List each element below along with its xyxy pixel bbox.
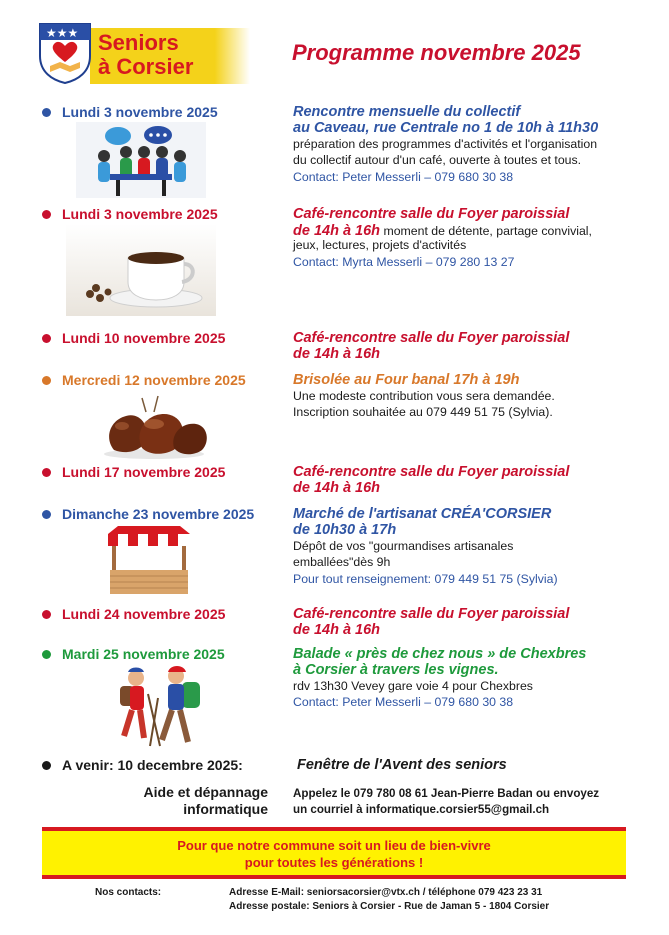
- event-text-line-2: jeux, lectures, projets d'activités: [293, 238, 467, 252]
- logo-line-1: Seniors: [98, 30, 179, 55]
- market-stall-illustration: [104, 524, 194, 596]
- event-title-line-2: de 14h à 16h: [293, 346, 381, 362]
- page-title: Programme novembre 2025: [292, 40, 581, 65]
- event-title-line-1: Balade « près de chez nous » de Chexbres: [293, 646, 587, 662]
- event-title-line-1: Café-rencontre salle du Foyer paroissial: [293, 206, 570, 222]
- event-text-line-1: Dépôt de vos "gourmandises artisanales: [293, 539, 514, 553]
- footer-email-line: Adresse E-Mail: seniorsacorsier@vtx.ch / téléphone 079 423 23 31: [229, 887, 543, 898]
- event-date: Lundi 3 novembre 2025: [62, 206, 218, 222]
- footer-postal-line: Adresse postale: Seniors à Corsier - Rue de Jaman 5 - 1804 Corsier: [229, 901, 550, 912]
- event-contact: Contact: Myrta Messerli – 079 280 13 27: [293, 255, 515, 269]
- logo-shield-icon: [38, 22, 92, 84]
- event-title-line-1: Café-rencontre salle du Foyer paroissial: [293, 464, 570, 480]
- event-title-line-2: de 14h à 16h: [293, 480, 381, 496]
- event-date: Mercredi 12 novembre 2025: [62, 372, 246, 388]
- slogan-text: [42, 837, 626, 871]
- event-title-line-2: à Corsier à travers les vignes.: [293, 662, 499, 678]
- event-title-line-2: de 14h à 16h: [293, 223, 381, 239]
- event-title-line-2: de 14h à 16h: [293, 622, 381, 638]
- event-text-line-2: du collectif autour d'un café, ouverte à toutes et tous.: [293, 153, 582, 167]
- meeting-illustration: [76, 122, 206, 198]
- bullet-orange: [42, 376, 51, 385]
- event-date: Lundi 24 novembre 2025: [62, 606, 226, 622]
- banner-top-line: [42, 827, 626, 831]
- event-title-line-1: Café-rencontre salle du Foyer paroissial: [293, 606, 570, 622]
- event-date: Mardi 25 novembre 2025: [62, 646, 225, 662]
- event-title-line-1: Marché de l'artisanat CRÉA'CORSIER: [293, 506, 552, 522]
- event-text-line-1: préparation des programmes d'activités et l'organisation: [293, 137, 598, 151]
- event-date: Lundi 17 novembre 2025: [62, 464, 226, 480]
- event-text-line-1: Une modeste contribution vous sera demandée.: [293, 389, 555, 403]
- it-help-text-line-1: Appelez le 079 780 08 61 Jean-Pierre Badan ou envoyez: [293, 787, 600, 800]
- upcoming-date: A venir: 10 decembre 2025:: [62, 757, 243, 773]
- slogan-line-1: Pour que notre commune soit un lieu de bien-vivre: [177, 838, 491, 853]
- it-help-label-line-2: informatique: [183, 801, 268, 817]
- event-contact: Contact: Peter Messerli – 079 680 30 38: [293, 170, 514, 184]
- upcoming-title: Fenêtre de l'Avent des seniors: [297, 757, 507, 773]
- banner-bottom-line: [42, 875, 626, 879]
- event-date: Lundi 10 novembre 2025: [62, 330, 226, 346]
- bullet-blue: [42, 510, 51, 519]
- bullet-red: [42, 210, 51, 219]
- coffee-cup-illustration: [66, 224, 216, 316]
- logo-line-2: à Corsier: [98, 54, 194, 79]
- event-contact: Pour tout renseignement: 079 449 51 75 (Sylvia): [293, 572, 558, 586]
- logo-text: [98, 31, 193, 79]
- event-text-line-2: emballées"dès 9h: [293, 555, 391, 569]
- event-title-line-2: au Caveau, rue Centrale no 1 de 10h à 11h30: [293, 120, 599, 136]
- hikers-illustration: [100, 664, 214, 750]
- bullet-black: [42, 761, 51, 770]
- event-title-line-1: Brisolée au Four banal 17h à 19h: [293, 372, 520, 388]
- event-title-line-1: Café-rencontre salle du Foyer paroissial: [293, 330, 570, 346]
- it-help-text-line-2: un courriel à informatique.corsier55@gmail.ch: [293, 803, 550, 816]
- event-title-line-1: Rencontre mensuelle du collectif: [293, 104, 521, 120]
- it-help-label: [110, 784, 268, 818]
- svg-text:★★★: ★★★: [46, 26, 79, 40]
- bullet-red: [42, 468, 51, 477]
- event-text-inline: moment de détente, partage convivial,: [380, 224, 592, 238]
- it-help-label-line-1: Aide et dépannage: [143, 784, 268, 800]
- footer-label: Nos contacts:: [95, 887, 162, 898]
- event-contact: Contact: Peter Messerli – 079 680 30 38: [293, 695, 514, 709]
- chestnuts-illustration: [94, 392, 214, 460]
- bullet-red: [42, 334, 51, 343]
- it-help-text: [293, 786, 599, 818]
- bullet-red: [42, 610, 51, 619]
- event-title-line-2: de 10h30 à 17h: [293, 522, 397, 538]
- event-date: Lundi 3 novembre 2025: [62, 104, 218, 120]
- bullet-green: [42, 650, 51, 659]
- event-text-line-1: rdv 13h30 Vevey gare voie 4 pour Chexbres: [293, 679, 533, 693]
- event-date: Dimanche 23 novembre 2025: [62, 506, 255, 522]
- slogan-line-2: pour toutes les générations !: [244, 855, 424, 870]
- bullet-blue: [42, 108, 51, 117]
- event-text-line-2: Inscription souhaitée au 079 449 51 75 (Sylvia).: [293, 405, 553, 419]
